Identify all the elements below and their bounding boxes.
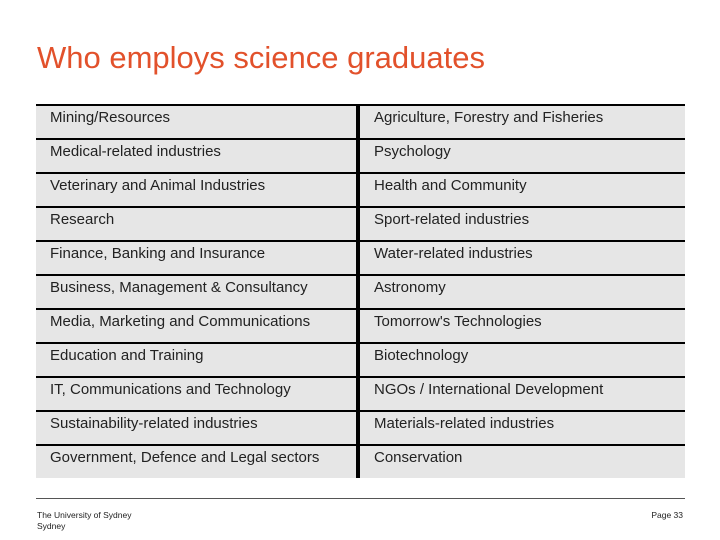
table-row xyxy=(36,446,685,480)
table-cell-right: Conservation xyxy=(360,446,685,478)
footer-institution xyxy=(37,510,131,532)
table-cell-right: Sport-related industries xyxy=(360,208,685,240)
table-cell-left: Government, Defence and Legal sectors xyxy=(36,446,356,478)
table-row xyxy=(36,276,685,310)
page-number: Page 33 xyxy=(651,510,683,520)
table-cell-left: Finance, Banking and Insurance xyxy=(36,242,356,274)
table-row xyxy=(36,378,685,412)
table-cell-right: Water-related industries xyxy=(360,242,685,274)
table-cell-left: Sustainability-related industries xyxy=(36,412,356,444)
table-cell-left: Research xyxy=(36,208,356,240)
table-row xyxy=(36,242,685,276)
table-cell-left: Mining/Resources xyxy=(36,106,356,138)
table-cell-left: Education and Training xyxy=(36,344,356,376)
column-divider xyxy=(356,106,360,476)
table-row xyxy=(36,106,685,140)
table-cell-right: Astronomy xyxy=(360,276,685,308)
table-cell-left: Veterinary and Animal Industries xyxy=(36,174,356,206)
table-row xyxy=(36,140,685,174)
footer-institution-line2: Sydney xyxy=(37,521,66,531)
footer-divider xyxy=(36,498,685,499)
table-cell-right: Agriculture, Forestry and Fisheries xyxy=(360,106,685,138)
table-row xyxy=(36,412,685,446)
table-cell-left: IT, Communications and Technology xyxy=(36,378,356,410)
table-row xyxy=(36,344,685,378)
table-cell-right: Biotechnology xyxy=(360,344,685,376)
table-cell-right: Tomorrow's Technologies xyxy=(360,310,685,342)
table-cell-right: Materials-related industries xyxy=(360,412,685,444)
table-cell-right: Psychology xyxy=(360,140,685,172)
table-row xyxy=(36,208,685,242)
table-cell-left: Business, Management & Consultancy xyxy=(36,276,356,308)
table-cell-right: NGOs / International Development xyxy=(360,378,685,410)
table-row xyxy=(36,174,685,208)
table-row xyxy=(36,310,685,344)
table-cell-right: Health and Community xyxy=(360,174,685,206)
employer-table xyxy=(36,104,685,478)
table-cell-left: Media, Marketing and Communications xyxy=(36,310,356,342)
table-cell-left: Medical-related industries xyxy=(36,140,356,172)
page-title: Who employs science graduates xyxy=(37,40,486,75)
footer-institution-line1: The University of Sydney xyxy=(37,510,132,520)
